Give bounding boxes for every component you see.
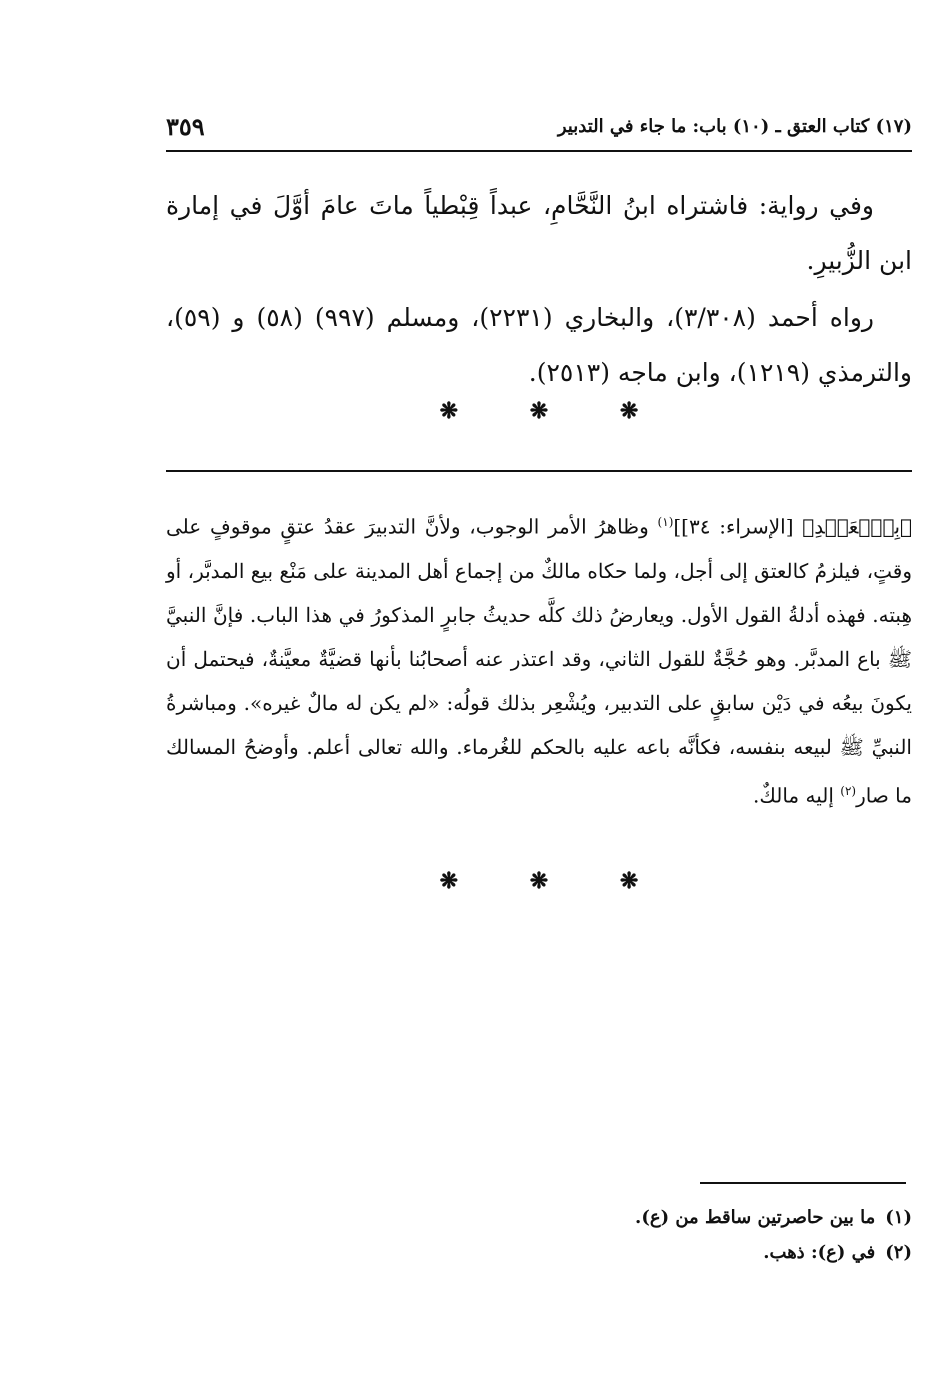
footnote-item — [166, 1235, 912, 1270]
page-header — [166, 112, 912, 152]
commentary-text-2: إليه مالكٌ. — [753, 783, 834, 808]
footnote-number: (٢) — [885, 1242, 912, 1263]
quran-phrase: ﴿بِٱلۡعَهۡدِ﴾ — [802, 514, 913, 539]
commentary-rule — [166, 470, 912, 472]
commentary-paragraph — [166, 500, 912, 817]
takhrij-paragraph — [166, 290, 912, 400]
section-separator-upper — [166, 398, 912, 424]
footnote-item — [166, 1200, 912, 1235]
footnote-text: ما بين حاصرتين ساقط من (ع). — [635, 1207, 876, 1228]
page-number: ٣٥٩ — [166, 112, 205, 141]
footnote-ref-2: (٢) — [840, 783, 857, 798]
running-title: (١٧) كتاب العتق ـ (١٠) باب: ما جاء في التدبير — [557, 116, 912, 137]
section-separator-lower — [166, 868, 912, 894]
footnote-ref-1: (١) — [657, 515, 674, 529]
commentary-text-1: وظاهرُ الأمر الوجوب، ولأنَّ التدبيرَ عقدُ عتقٍ موقوفٍ على وقتٍ، فيلزمُ كالعتق إلى أجل، ولما حكاه مالكٌ من إجماع أهل المدينة على مَنْع بيع المدبَّر، أو هِبته. فهذه أدلةُ القول الأول. ويعارضُ ذلك كلَّه حديثُ جابرٍ المذكورُ في هذا الباب. فإنَّ النبيَّ ﷺ باع المدبَّر. وهو حُجَّةٌ للقول الثاني، وقد اعتذر عنه أصحابُنا بأنها قضيَّةٌ معيَّنةٌ، فيحتمل أن يكونَ بيعُه في دَيْن سابقٍ على التدبير، ويُشْعِر بذلك قولُه: «لم يكن له مالٌ غيره». ومباشرةُ النبيِّ ﷺ لبيعه بنفسه، فكأنَّه باعه عليه بالحكم للغُرماء. والله تعالى أعلم. وأوضحُ المسالك ما صار — [166, 514, 912, 808]
narration-paragraph — [166, 178, 912, 288]
star-ornament-icon: ❋ — [619, 398, 639, 424]
footnote-text: في (ع): ذهب. — [763, 1242, 876, 1263]
star-ornament-icon: ❋ — [439, 398, 459, 424]
header-rule — [166, 150, 912, 152]
star-ornament-icon: ❋ — [529, 868, 549, 894]
footnote-number: (١) — [885, 1207, 912, 1228]
footnotes — [166, 1200, 912, 1270]
quran-citation: [الإسراء: ٣٤]] — [673, 514, 794, 539]
takhrij-text: رواه أحمد (٣/٣٠٨)، والبخاري (٢٢٣١)، ومسلم (٩٩٧) (٥٨) و (٥٩)، والترمذي (١٢١٩)، وابن ماجه (٢٥١٣). — [166, 303, 912, 387]
footnote-rule — [700, 1182, 906, 1184]
star-ornament-icon: ❋ — [439, 868, 459, 894]
star-ornament-icon: ❋ — [529, 398, 549, 424]
star-ornament-icon: ❋ — [619, 868, 639, 894]
narration-text: وفي رواية: فاشتراه ابنُ النَّحَّامِ، عبداً قِبْطياً ماتَ عامَ أوَّلَ في إمارة ابن الزُّبيرِ. — [166, 191, 912, 275]
